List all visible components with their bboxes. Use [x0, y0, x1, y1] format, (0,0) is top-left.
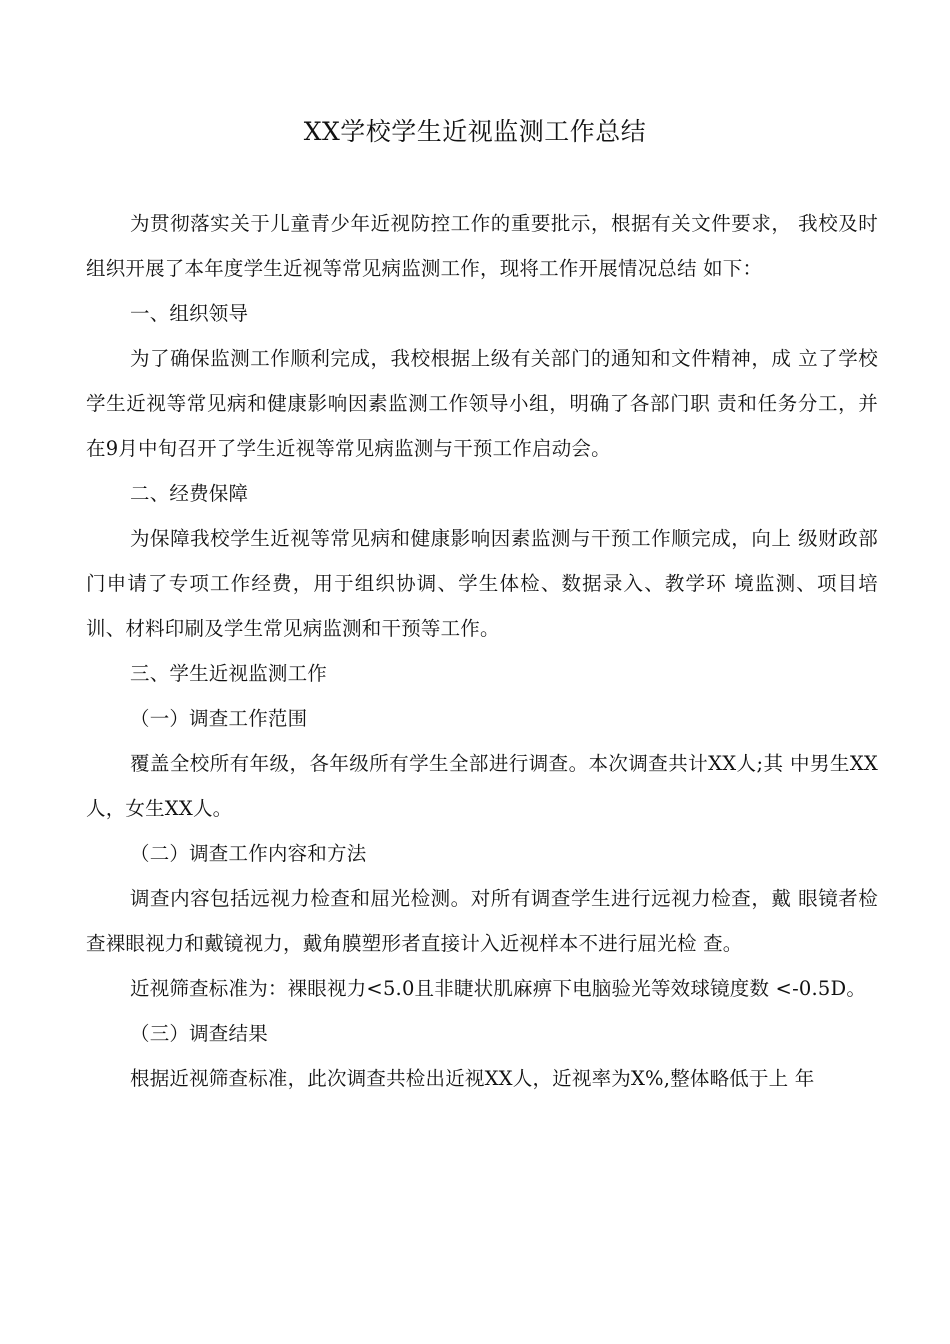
- intro-paragraph: 为贯彻落实关于儿童青少年近视防控工作的重要批示，根据有关文件要求， 我校及时组织开展了本年度学生近视等常见病监测工作，现将工作开展情况总结 如下：: [86, 212, 878, 280]
- subsection-body-methods: 调查内容包括远视力检查和屈光检测。对所有调查学生进行远视力检查，戴 眼镜者检查裸眼视力和戴镜视力，戴角膜塑形者直接计入近视样本不进行屈光检 查。: [86, 887, 878, 955]
- section-body-organization: 为了确保监测工作顺利完成，我校根据上级有关部门的通知和文件精神，成 立了学校学生近视等常见病和健康影响因素监测工作领导小组，明确了各部门职 责和任务分工，并在9月中旬召开了学生近视等常见病监测与干预工作启动会。: [86, 347, 878, 460]
- subsection-body-results: 根据近视筛查标准，此次调查共检出近视XX人，近视率为X%,整体略低于上 年: [130, 1067, 815, 1090]
- subsection-heading-results: （三）调查结果: [130, 1022, 268, 1045]
- subsection-heading-methods: （二）调查工作内容和方法: [130, 842, 367, 865]
- section-heading-funding: 二、经费保障: [130, 482, 249, 505]
- section-body-funding: 为保障我校学生近视等常见病和健康影响因素监测与干预工作顺完成，向上 级财政部门申请了专项工作经费，用于组织协调、学生体检、数据录入、教学环 境监测、项目培训、材料印刷及学生常见病监测和干预等工作。: [86, 527, 878, 640]
- document-title: XX学校学生近视监测工作总结: [303, 117, 647, 146]
- section-heading-organization: 一、组织领导: [130, 302, 249, 325]
- subsection-heading-scope: （一）调查工作范围: [130, 707, 308, 730]
- document-body: [86, 201, 878, 1101]
- subsection-body-scope: 覆盖全校所有年级，各年级所有学生全部进行调查。本次调查共计XX人;其 中男生XX人，女生XX人。: [86, 752, 878, 820]
- section-heading-monitoring: 三、学生近视监测工作: [130, 662, 328, 685]
- subsection-body-criteria: 近视筛查标准为：裸眼视力<5.0且非睫状肌麻痹下电脑验光等效球镜度数 <-0.5D。: [130, 977, 867, 1000]
